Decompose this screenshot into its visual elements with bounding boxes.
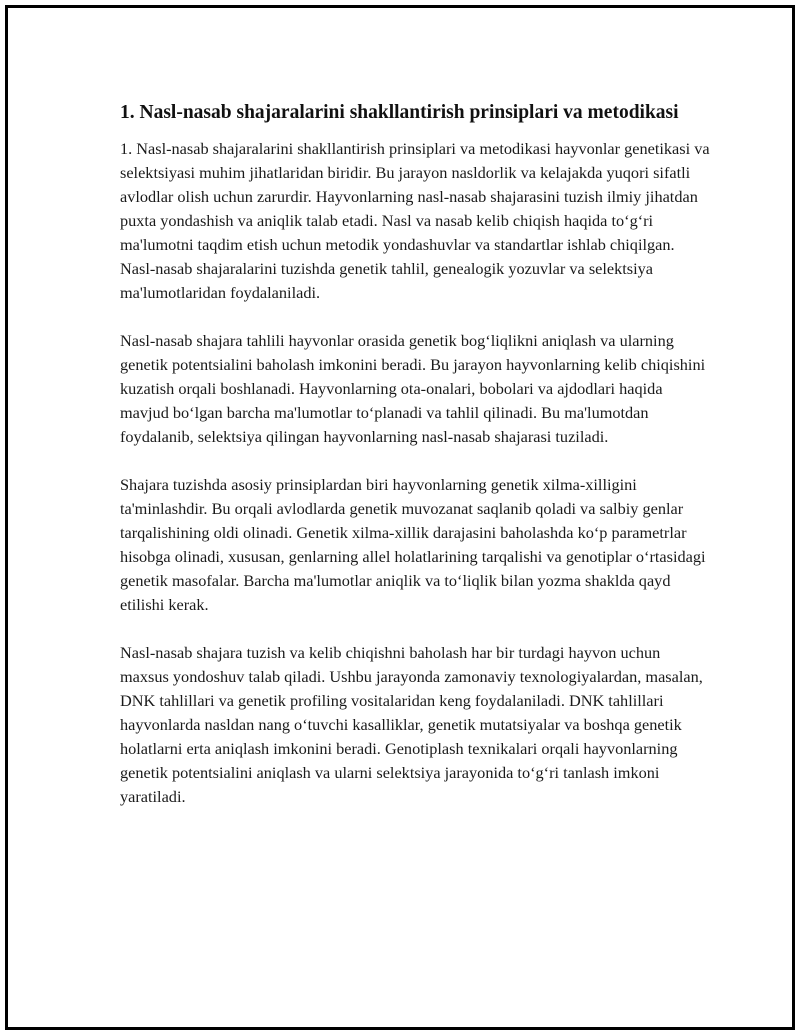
paragraph-4: Nasl-nasab shajara tuzish va kelib chiqishni baholash har bir turdagi hayvon uchun maxsus yondoshuv talab qiladi. Ushbu jarayonda zamonaviy texnologiyalardan, masalan, DNK tahlillari va genetik profiling vositalaridan keng foydalaniladi. DNK tahlillari hayvonlarda nasldan nang o‘tuvchi kasalliklar, genetik mutatsiyalar va boshqa genetik holatlarni erta aniqlash imkonini beradi. Genotiplash texnikalari orqali hayvonlarning genetik potentsialini aniqlash va ularni selektsiya jarayonida to‘g‘ri tanlash imkoni yaratiladi. — [120, 643, 703, 806]
paragraph-1: 1. Nasl-nasab shajaralarini shakllantirish prinsiplari va metodikasi hayvonlar genetikasi va selektsiyasi muhim jihatlaridan biridir. Bu jarayon nasldorlik va kelajakda yuqori sifatli avlodlar olish uchun zarurdir. Hayvonlarning nasl-nasab shajarasini tuzish ilmiy jihatdan puxta yondashish va aniqlik talab etadi. Nasl va nasab kelib chiqish haqida to‘g‘ri ma'lumotni taqdim etish uchun metodik yondashuvlar va standartlar ishlab chiqilgan. Nasl-nasab shajaralarini tuzishda genetik tahlil, genealogik yozuvlar va selektsiya ma'lumotlaridan foydalaniladi. — [120, 139, 710, 302]
page-frame — [5, 5, 795, 1030]
document-body — [120, 98, 710, 833]
paragraph-2: Nasl-nasab shajara tahlili hayvonlar orasida genetik bog‘liqlikni aniqlash va ularning genetik potentsialini baholash imkonini beradi. Bu jarayon hayvonlarning kelib chiqishini kuzatish orqali boshlanadi. Hayvonlarning ota-onalari, bobolari va ajdodlari haqida mavjud bo‘lgan barcha ma'lumotlar to‘planadi va tahlil qilinadi. Bu ma'lumotdan foydalanib, selektsiya qilingan hayvonlarning nasl-nasab shajarasi tuziladi. — [120, 331, 706, 446]
paragraph-3: Shajara tuzishda asosiy prinsiplardan biri hayvonlarning genetik xilma-xilligini ta'minlashdir. Bu orqali avlodlarda genetik muvozanat saqlanib qoladi va salbiy genlar tarqalishining oldi olinadi. Genetik xilma-xillik darajasini baholashda ko‘p parametrlar hisobga olinadi, xususan, genlarning allel holatlarining tarqalishi va genotiplar o‘rtasidagi genetik masofalar. Barcha ma'lumotlar aniqlik va to‘liqlik bilan yozma shaklda qayd etilishi kerak. — [120, 475, 706, 614]
document-title: 1. Nasl-nasab shajaralarini shakllantirish prinsiplari va metodikasi — [120, 102, 679, 123]
